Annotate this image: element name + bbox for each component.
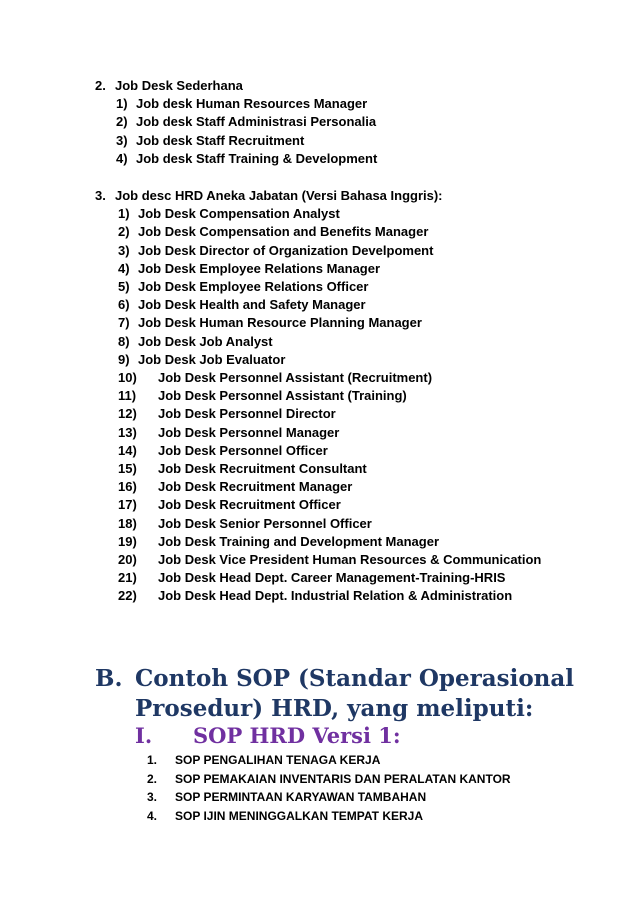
list-item-label: Job Desk Personnel Assistant (Recruitment) xyxy=(158,370,433,386)
list-item xyxy=(118,515,541,533)
list-item-label: Job desk Staff Administrasi Personalia xyxy=(136,114,377,130)
list-item-label: Job desk Staff Training & Development xyxy=(136,150,378,166)
section-3-number: 3. xyxy=(95,188,106,203)
section-b-title-line-1: Contoh SOP (Standar Operasional xyxy=(135,665,575,692)
list-item xyxy=(118,260,541,278)
list-item-number: 9) xyxy=(118,351,130,367)
list-item-number: 19) xyxy=(118,533,137,549)
list-item-label: Job Desk Job Analyst xyxy=(138,333,273,349)
list-item-label: Job Desk Senior Personnel Officer xyxy=(158,515,372,531)
list-item-number: 8) xyxy=(118,333,130,349)
list-item xyxy=(118,405,541,423)
list-item-label: Job Desk Compensation and Benefits Manager xyxy=(138,224,429,240)
list-item-label: Job Desk Personnel Director xyxy=(158,406,336,422)
list-item-number: 2) xyxy=(118,224,130,240)
list-item-label: Job Desk Human Resource Planning Manager xyxy=(138,315,422,331)
list-item-number: 4) xyxy=(116,150,128,166)
list-item-label: SOP PENGALIHAN TENAGA KERJA xyxy=(175,753,381,767)
list-item-label: Job Desk Recruitment Officer xyxy=(158,497,341,513)
list-item xyxy=(118,369,541,387)
section-i-title: SOP HRD Versi 1: xyxy=(193,723,401,748)
list-item-number: 16) xyxy=(118,479,137,495)
section-i-heading xyxy=(135,722,401,750)
list-item-label: Job Desk Recruitment Consultant xyxy=(158,461,367,477)
list-item-label: SOP PEMAKAIAN INVENTARIS DAN PERALATAN KANTOR xyxy=(175,771,511,786)
list-item xyxy=(116,132,377,150)
list-item-number: 3. xyxy=(147,790,158,804)
list-item-number: 7) xyxy=(118,315,130,331)
list-item-label: Job Desk Personnel Officer xyxy=(158,442,328,458)
list-item xyxy=(118,587,541,605)
list-item-number: 17) xyxy=(118,497,137,513)
list-item-number: 4. xyxy=(147,808,158,823)
section-3-list xyxy=(118,205,541,605)
list-item-number: 14) xyxy=(118,442,137,458)
list-item xyxy=(116,113,377,131)
list-item-label: Job Desk Health and Safety Manager xyxy=(138,297,366,313)
sop-list xyxy=(147,751,511,825)
section-b-heading xyxy=(95,664,615,724)
list-item-number: 4) xyxy=(118,260,130,276)
list-item xyxy=(118,387,541,405)
list-item xyxy=(118,478,541,496)
list-item-number: 5) xyxy=(118,279,130,294)
list-item xyxy=(118,424,541,442)
list-item xyxy=(118,569,541,587)
list-item-number: 1) xyxy=(118,206,130,222)
list-item xyxy=(118,496,541,514)
list-item-number: 20) xyxy=(118,552,137,568)
list-item-label: Job Desk Recruitment Manager xyxy=(158,479,353,495)
section-2-title: Job Desk Sederhana xyxy=(115,78,243,93)
list-item xyxy=(116,95,377,113)
list-item-label: Job Desk Employee Relations Manager xyxy=(138,260,381,276)
list-item xyxy=(118,333,541,351)
list-item-label: Job Desk Training and Development Manager xyxy=(158,533,440,549)
section-b-letter: B. xyxy=(95,665,123,692)
list-item-label: Job desk Human Resources Manager xyxy=(136,96,368,112)
list-item-label: SOP PERMINTAAN KARYAWAN TAMBAHAN xyxy=(175,790,427,804)
list-item-label: Job Desk Head Dept. Industrial Relation & Administration xyxy=(158,588,513,604)
list-item xyxy=(118,551,541,569)
list-item-label: Job Desk Compensation Analyst xyxy=(138,206,340,222)
list-item-number: 2) xyxy=(116,114,128,130)
list-item-label: Job Desk Job Evaluator xyxy=(138,351,286,367)
list-item-label: Job Desk Personnel Manager xyxy=(158,424,340,440)
list-item-number: 2. xyxy=(147,771,158,786)
section-2-number: 2. xyxy=(95,78,106,93)
list-item xyxy=(118,296,541,314)
section-2-heading xyxy=(95,77,243,95)
list-item-number: 3) xyxy=(118,242,130,258)
list-item-number: 3) xyxy=(116,132,128,148)
list-item-label: Job Desk Director of Organization Develpoment xyxy=(138,242,434,258)
list-item-number: 21) xyxy=(118,570,137,586)
list-item-number: 11) xyxy=(118,388,137,404)
section-3-heading xyxy=(95,187,443,205)
list-item xyxy=(147,770,511,789)
list-item-number: 13) xyxy=(118,424,137,440)
list-item-number: 10) xyxy=(118,370,137,386)
list-item-label: Job desk Staff Recruitment xyxy=(136,132,305,148)
list-item xyxy=(118,223,541,241)
list-item-number: 1. xyxy=(147,753,158,767)
list-item xyxy=(147,751,511,770)
list-item-number: 22) xyxy=(118,588,137,604)
list-item xyxy=(118,205,541,223)
list-item xyxy=(147,807,511,826)
list-item-number: 18) xyxy=(118,515,137,531)
list-item xyxy=(116,150,377,168)
list-item-label: Job Desk Vice President Human Resources & Communication xyxy=(158,552,542,568)
section-b-line-1 xyxy=(95,664,615,694)
list-item-number: 12) xyxy=(118,406,137,422)
list-item-label: SOP IJIN MENINGGALKAN TEMPAT KERJA xyxy=(175,808,424,823)
list-item xyxy=(118,278,541,296)
list-item-label: Job Desk Employee Relations Officer xyxy=(138,279,369,294)
list-item-label: Job Desk Personnel Assistant (Training) xyxy=(158,388,407,404)
list-item xyxy=(118,351,541,369)
list-item xyxy=(118,442,541,460)
list-item xyxy=(118,460,541,478)
list-item-number: 1) xyxy=(116,96,128,112)
list-item xyxy=(118,533,541,551)
list-item-number: 6) xyxy=(118,297,130,313)
list-item xyxy=(118,242,541,260)
list-item xyxy=(118,314,541,332)
section-i-numeral: I. xyxy=(135,723,153,748)
section-b-title-line-2: Prosedur) HRD, yang meliputi: xyxy=(135,695,534,722)
section-3-title: Job desc HRD Aneka Jabatan (Versi Bahasa Inggris): xyxy=(115,188,443,203)
section-2-list xyxy=(116,95,377,168)
list-item-number: 15) xyxy=(118,461,137,477)
list-item xyxy=(147,788,511,807)
list-item-label: Job Desk Head Dept. Career Management-Training-HRIS xyxy=(158,570,506,586)
